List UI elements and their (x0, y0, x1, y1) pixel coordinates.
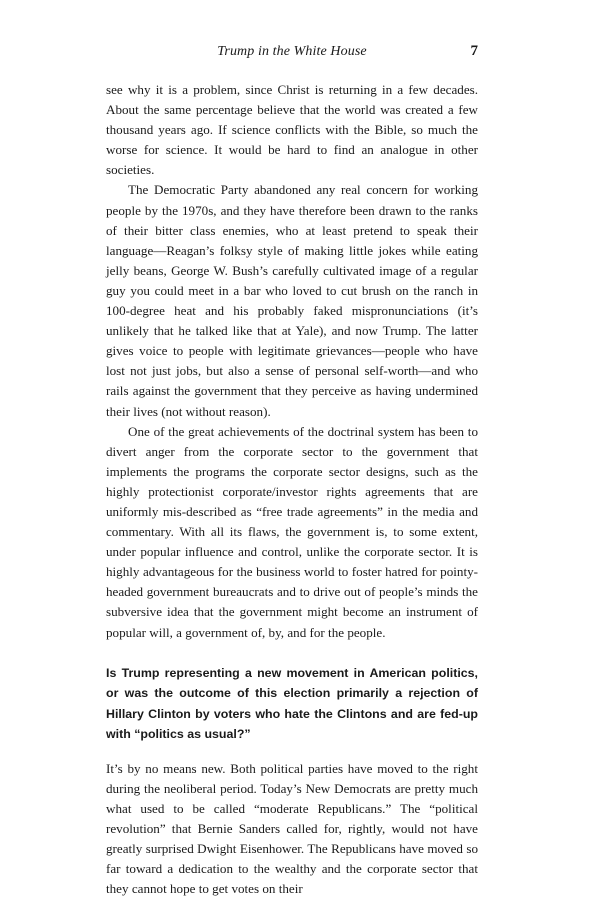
page-number: 7 (470, 43, 478, 59)
body-text (106, 80, 478, 899)
interview-answer: It’s by no means new. Both political parties have moved to the right during the neoliberal period. Today’s New Democrats are pretty much what used to be called “moderate Republicans.” The “political revolution” that Bernie Sanders called for, rightly, would not have greatly surprised Dwight Eisenhower. The Republicans have moved so far toward a dedication to the wealthy and the corporate sector that they cannot hope to get votes on their (106, 760, 478, 897)
running-head: Trump in the White House (217, 44, 367, 59)
paragraph-continuation: see why it is a problem, since Christ is returning in a few decades. About the same percentage believe that the world was created a few thousand years ago. If science conflicts with the Bible, so much the worse for science. It would be hard to find an analogue in other societies. (106, 82, 478, 178)
paragraph-doctrinal-system: One of the great achievements of the doctrinal system has been to divert anger from the corporate sector to the government that implements the programs the corporate sector designs, such as the highly protectionist corporate/investor rights agreements that are uniformly mis-described as “free trade agreements” in the media and commentary. With all its flaws, the government is, to some extent, under popular influence and control, unlike the corporate sector. It is highly advantageous for the business world to foster hatred for pointy-headed government bureaucrats and to drive out of people’s minds the subversive idea that the government might become an instrument of popular will, a government of, by, and for the people. (106, 423, 478, 640)
interview-question: Is Trump representing a new movement in American politics, or was the outcome of this election primarily a rejection of Hillary Clinton by voters who hate the Clintons and are fed-up with “politics as usual?” (106, 665, 478, 742)
paragraph-democratic-party: The Democratic Party abandoned any real concern for working people by the 1970s, and they have therefore been drawn to the ranks of their bitter class enemies, who at least pretend to speak their language—Reagan’s folksy style of making little jokes while eating jelly beans, George W. Bush’s carefully cultivated image of a regular guy you could meet in a bar who loved to cut brush on the ranch in 100-degree heat and his probably faked mispronunciations (it’s unlikely that he talked like that at Yale), and now Trump. The latter gives voice to people with legitimate grievances—people who have lost not just jobs, but also a sense of personal self-worth—and who rails against the government that they perceive as having undermined their lives (not without reason). (106, 182, 478, 419)
page-header (106, 44, 478, 64)
